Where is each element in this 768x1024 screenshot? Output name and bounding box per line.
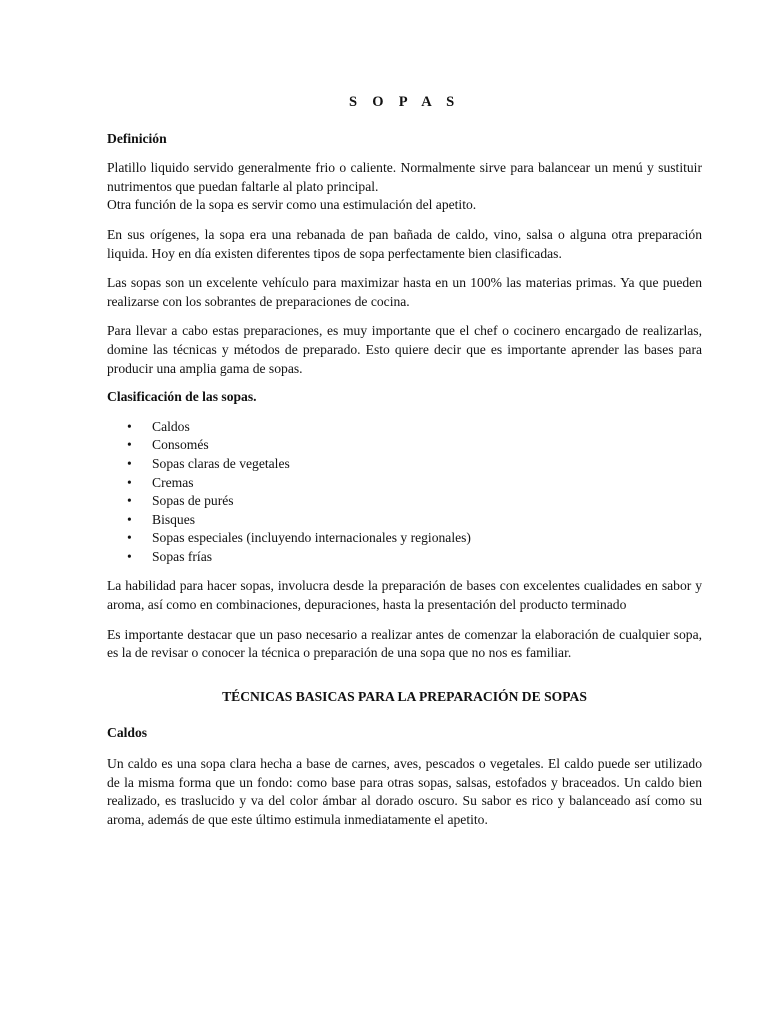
classification-heading: Clasificación de las sopas. xyxy=(107,389,257,405)
bullet-icon: • xyxy=(127,511,132,527)
definition-paragraph-3: Las sopas son un excelente vehículo para maximizar hasta en un 100% las materias primas. Ya que pueden realizarse con los sobrantes de preparaciones de cocina. xyxy=(107,275,702,309)
list-item-label: Sopas de purés xyxy=(152,493,234,509)
techniques-heading: TÉCNICAS BASICAS PARA LA PREPARACIÓN DE SOPAS xyxy=(222,688,587,704)
classification-paragraph-5: La habilidad para hacer sopas, involucra desde la preparación de bases con excelentes cualidades en sabor y aroma, así como en combinaciones, depuraciones, hasta la presentación del producto terminado xyxy=(107,578,702,613)
list-item-label: Sopas especiales (incluyendo internacionales y regionales) xyxy=(152,530,471,546)
definition-paragraph-4: Para llevar a cabo estas preparaciones, es muy importante que el chef o cocinero encargado de realizarlas, domine las técnicas y métodos de preparado. Esto quiere decir que es importante aprender las bases para producir una amplia gama de sopas. xyxy=(107,323,702,376)
classification-paragraph-6: Es importante destacar que un paso necesario a realizar antes de comenzar la elaboración de cualquier sopa, es la de revisar o conocer la técnica o preparación de una sopa que no nos es familiar. xyxy=(107,626,702,661)
list-item xyxy=(107,418,702,437)
list-item xyxy=(107,529,702,548)
bullet-icon: • xyxy=(127,455,132,471)
list-item xyxy=(107,455,702,474)
definition-paragraph-1b: Otra función de la sopa es servir como una estimulación del apetito. xyxy=(107,197,477,213)
caldos-heading: Caldos xyxy=(107,725,148,741)
document-title: S O P A S xyxy=(348,94,461,110)
classification-list xyxy=(107,418,702,567)
definition-heading: Definición xyxy=(107,130,167,146)
bullet-icon: • xyxy=(127,437,132,453)
bullet-icon: • xyxy=(127,548,132,564)
list-item xyxy=(107,511,702,530)
list-item-label: Sopas claras de vegetales xyxy=(152,455,290,471)
bullet-icon: • xyxy=(127,530,132,546)
list-item xyxy=(107,436,702,455)
definition-paragraph-1a: Platillo liquido servido generalmente frio o caliente. Normalmente sirve para balancear un menú y sustituir nutrimentos que puedan faltarle al plato principal. xyxy=(107,160,702,194)
list-item-label: Caldos xyxy=(152,418,190,434)
caldos-paragraph: Un caldo es una sopa clara hecha a base de carnes, aves, pescados o vegetales. El caldo puede ser utilizado de la misma forma que un fondo: como base para otras sopas, salsas, estofados y braceados. Un caldo bien realizado, es traslucido y va del color ámbar al dorado oscuro. Su sabor es rico y balanceado así como su aroma, además de que este último estimula inmediatamente el apetito. xyxy=(107,756,702,827)
bullet-icon: • xyxy=(127,493,132,509)
definition-paragraph-1 xyxy=(107,159,702,215)
list-item xyxy=(107,492,702,511)
list-item xyxy=(107,474,702,493)
list-item xyxy=(107,548,702,567)
bullet-icon: • xyxy=(127,418,132,434)
definition-paragraph-2: En sus orígenes, la sopa era una rebanada de pan bañada de caldo, vino, salsa o alguna otra preparación liquida. Hoy en día existen diferentes tipos de sopa perfectamente bien clasificadas. xyxy=(107,226,702,261)
bullet-icon: • xyxy=(127,474,132,490)
list-item-label: Consomés xyxy=(152,437,209,453)
list-item-label: Bisques xyxy=(152,511,196,527)
list-item-label: Cremas xyxy=(152,474,194,490)
list-item-label: Sopas frías xyxy=(152,548,213,564)
